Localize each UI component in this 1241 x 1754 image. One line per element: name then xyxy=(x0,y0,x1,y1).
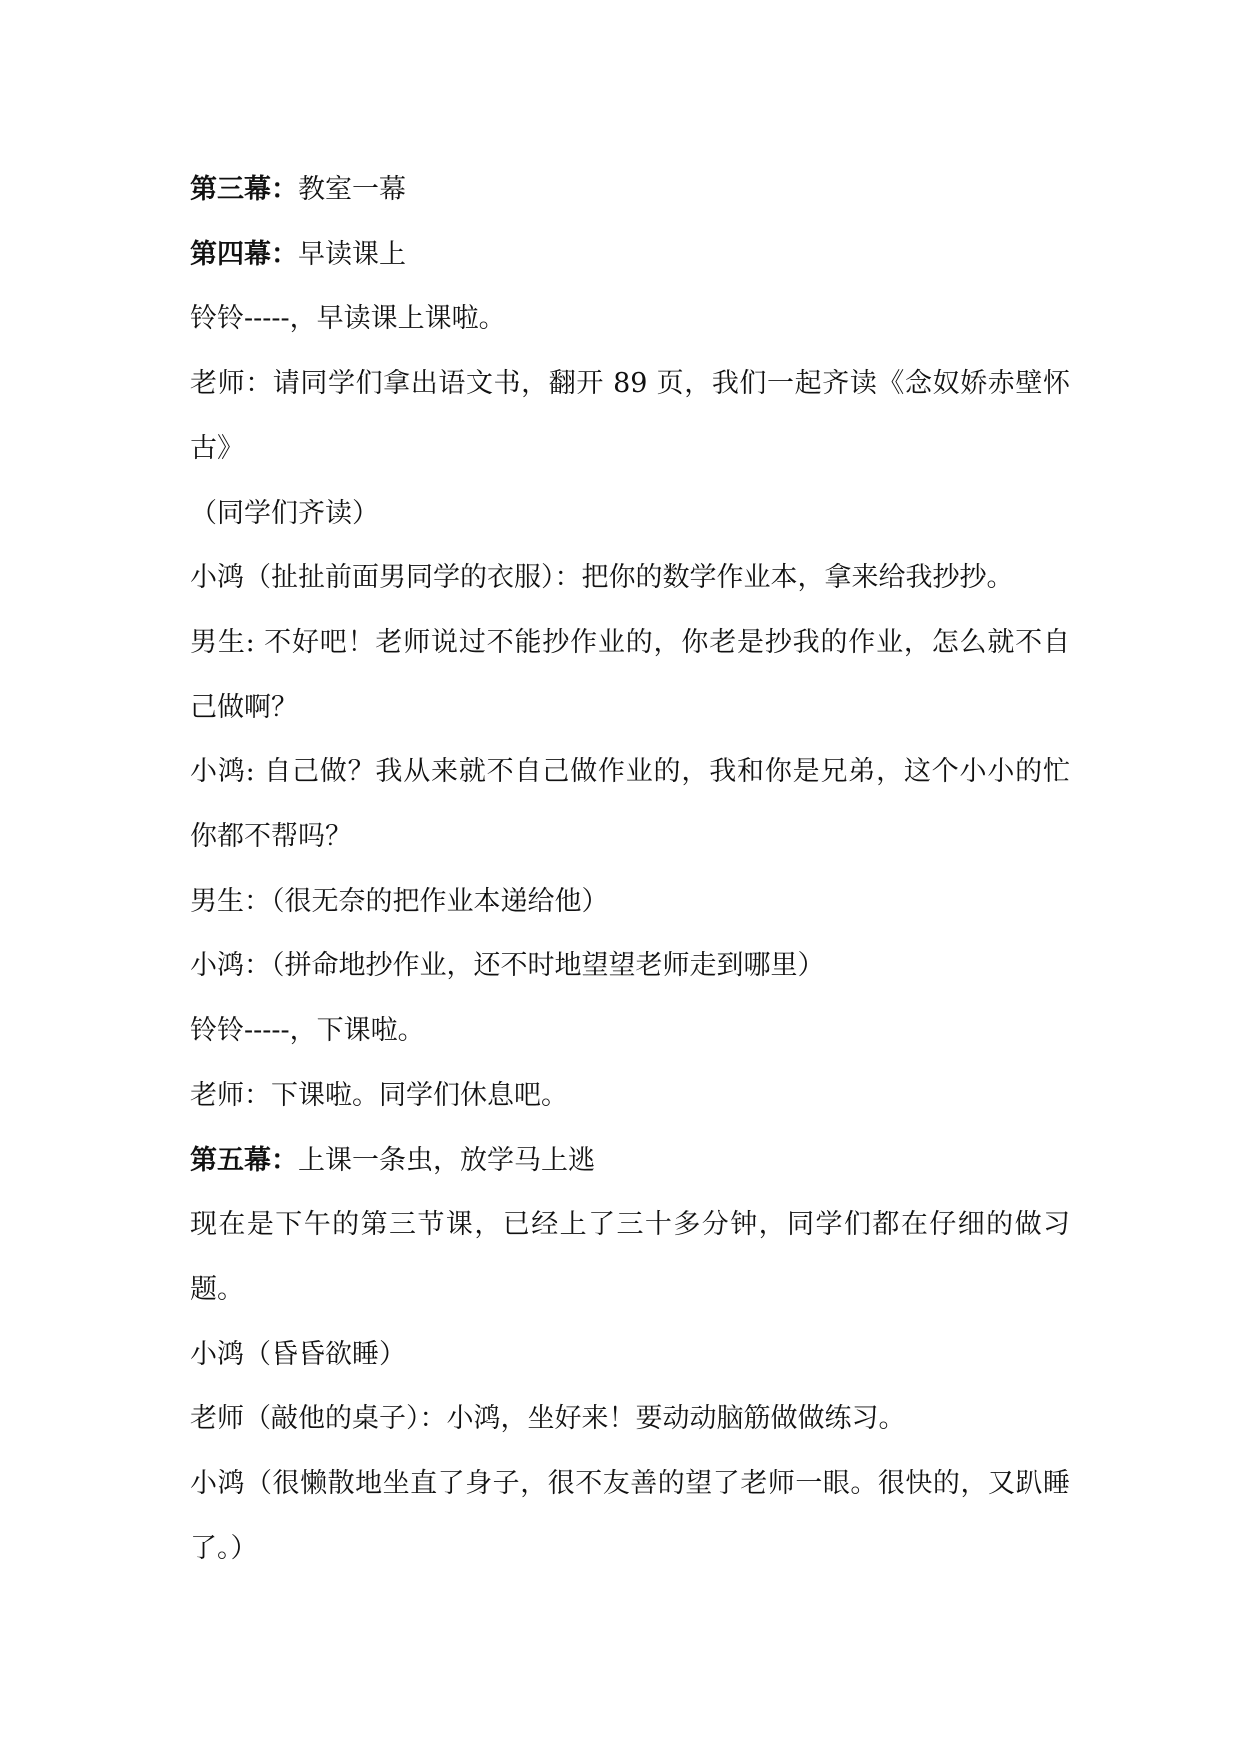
scene-title: 早读课上 xyxy=(298,238,406,270)
scene-label: 第四幕： xyxy=(190,238,298,270)
paragraph: 老师：请同学们拿出语文书，翻开 89 页，我们一起齐读《念奴娇赤壁怀古》 xyxy=(190,368,1070,464)
scene-title: 上课一条虫，放学马上逃 xyxy=(298,1144,595,1176)
paragraph: 铃铃-----，早读课上课啦。 xyxy=(190,303,506,335)
scene-title: 教室一幕 xyxy=(298,174,406,205)
document-body xyxy=(190,158,1070,1581)
paragraph: 小鸿（昏昏欲睡） xyxy=(190,1338,406,1370)
paragraph: 铃铃-----，下课啦。 xyxy=(190,1015,425,1047)
paragraph: 男生：（很无奈的把作业本递给他） xyxy=(190,885,609,917)
scene-label: 第三幕： xyxy=(190,174,298,205)
paragraph: 老师（敲他的桌子）：小鸿，坐好来！要动动脑筋做做练习。 xyxy=(190,1403,906,1435)
paragraph: 小鸿（扯扯前面男同学的衣服）：把你的数学作业本，拿来给我抄抄。 xyxy=(190,562,1014,594)
scene-label: 第五幕： xyxy=(190,1144,298,1176)
paragraph: 小鸿（很懒散地坐直了身子，很不友善的望了老师一眼。很快的，又趴睡了。） xyxy=(190,1468,1070,1564)
paragraph: 小鸿: 自己做？我从来就不自己做作业的，我和你是兄弟，这个小小的忙你都不帮吗？ xyxy=(190,756,1070,853)
scene-5-heading xyxy=(190,1129,1070,1194)
paragraph: 老师：下课啦。同学们休息吧。 xyxy=(190,1079,568,1111)
scene-4-heading xyxy=(190,223,1070,288)
paragraph: 小鸿：（拼命地抄作业，还不时地望望老师走到哪里） xyxy=(190,950,825,982)
paragraph: 男生: 不好吧！老师说过不能抄作业的，你老是抄我的作业，怎么就不自己做啊？ xyxy=(190,626,1070,723)
paragraph: 现在是下午的第三节课，已经上了三十多分钟，同学们都在仔细的做习题。 xyxy=(190,1209,1070,1305)
paragraph: （同学们齐读） xyxy=(190,497,379,529)
scene-3-heading xyxy=(190,158,1070,223)
